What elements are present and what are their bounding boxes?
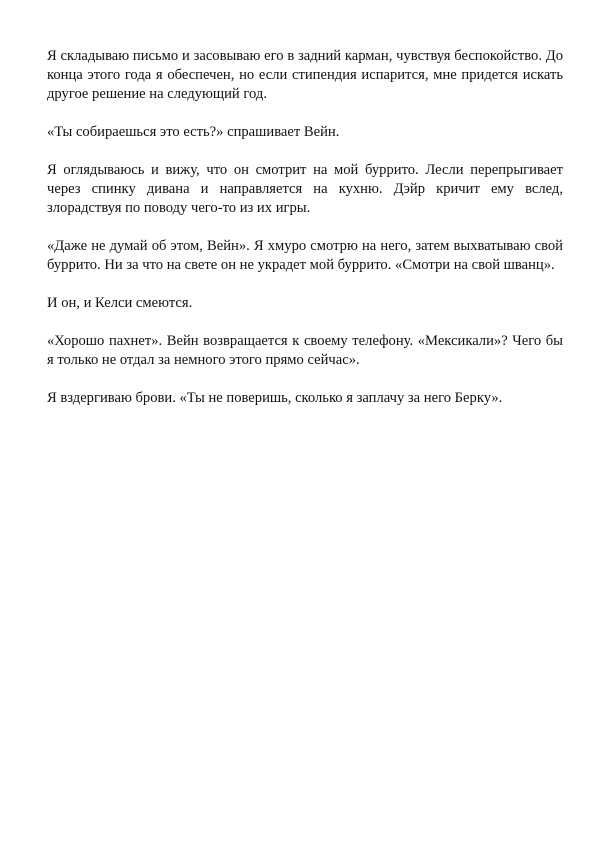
paragraph-2: «Ты собираешься это есть?» спрашивает Вейн. <box>47 124 340 140</box>
paragraph-5: И он, и Келси смеются. <box>47 295 193 311</box>
paragraph-4: «Даже не думай об этом, Вейн». Я хмуро смотрю на него, затем выхватываю свой буррито. Ни за что на свете он не украдет мой буррито. «Смотри на свой шванц». <box>47 238 563 273</box>
document-body <box>47 47 563 427</box>
paragraph-6: «Хорошо пахнет». Вейн возвращается к своему телефону. «Мексикали»? Чего бы я только не отдал за немного этого прямо сейчас». <box>47 333 563 368</box>
paragraph-1: Я складываю письмо и засовываю его в задний карман, чувствуя беспокойство. До конца этого года я обеспечен, но если стипендия испарится, мне придется искать другое решение на следующий год. <box>47 48 563 102</box>
paragraph-7: Я вздергиваю брови. «Ты не поверишь, сколько я заплачу за него Берку». <box>47 390 503 406</box>
paragraph-3: Я оглядываюсь и вижу, что он смотрит на мой буррито. Лесли перепрыгивает через спинку дивана и направляется на кухню. Дэйр кричит ему вслед, злорадствуя по поводу чего-то из их игры. <box>47 162 563 216</box>
